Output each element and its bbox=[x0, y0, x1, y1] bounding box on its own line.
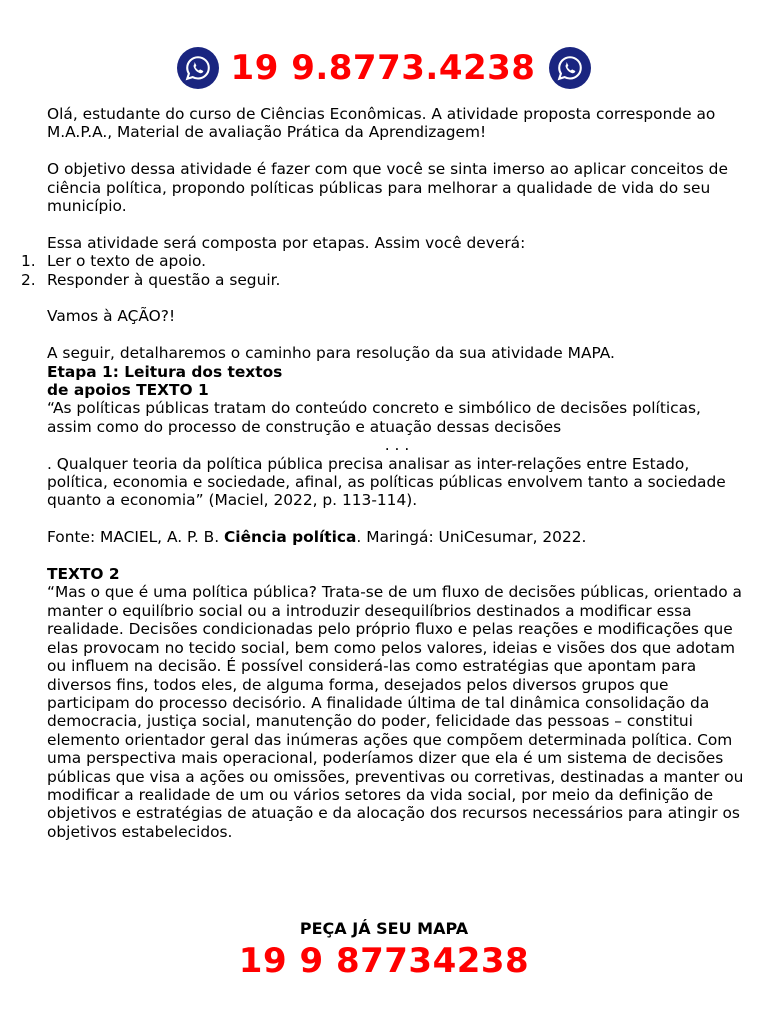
intro-paragraph-4: Vamos à AÇÃO?! bbox=[47, 307, 176, 326]
texto2-body: “Mas o que é uma política pública? Trata-se de um fluxo de decisões públicas, orientado a manter o equilíbrio social ou a introduzir desequilíbrios destinados a modificar essa realidade. Decisões condicionadas pelo próprio fluxo e pelas reações e modificações que elas provocam no tecido social, bem como pelos valores, ideias e visões dos que adotam ou influem na decisão. É possível considerá-las como estratégias que apontam para diversos fins, todos eles, de alguma forma, desejados pelos diversos grupos que participam do processo decisório. A finalidade última de tal dinâmica consolidação da democracia, justiça social, manutenção do poder, felicidade das pessoas – constitui elemento orientador geral das inúmeras ações que compõem determinada política. Com uma perspectiva mais operacional, poderíamos dizer que ela é um sistema de decisões públicas que visa a ações ou omissões, preventivas ou corretivas, destinadas a manter ou modificar a realidade de um ou vários setores da vida social, por meio da definição de objetivos e estratégias de atuação e da alocação dos recursos necessários para atingir os objetivos estabelecidos. bbox=[47, 583, 744, 841]
list-item bbox=[21, 270, 747, 289]
source-title: Ciência política bbox=[224, 528, 357, 547]
intro-paragraph-3: Essa atividade será composta por etapas. Assim você deverá: bbox=[47, 233, 526, 252]
header-phone-number: 19 9.8773.4238 bbox=[230, 48, 536, 88]
whatsapp-icon bbox=[177, 47, 219, 89]
document-body bbox=[21, 105, 747, 841]
list-item-text: Ler o texto de apoio. bbox=[47, 252, 207, 271]
steps-list bbox=[21, 252, 747, 289]
list-item-number: 2. bbox=[21, 270, 36, 289]
etapa1-heading-line2: de apoios TEXTO 1 bbox=[47, 381, 209, 400]
etapa1-heading-line1: Etapa 1: Leitura dos textos bbox=[47, 362, 283, 381]
texto1-source bbox=[47, 528, 747, 546]
intro-paragraph-2: O objetivo dessa atividade é fazer com que você se sinta imerso ao aplicar conceitos de ciência política, propondo políticas públicas para melhorar a qualidade de vida do seu município. bbox=[47, 160, 728, 216]
texto1-quote-part2: . Qualquer teoria da política pública precisa analisar as inter-relações entre Estado, política, economia e sociedade, afinal, as políticas públicas envolvem tanto a sociedade quanto a economia” (Maciel, 2022, p. 113-114). bbox=[47, 454, 726, 510]
list-item-text: Responder à questão a seguir. bbox=[47, 270, 281, 289]
list-item-number: 1. bbox=[21, 252, 36, 271]
source-suffix: . Maringá: UniCesumar, 2022. bbox=[356, 528, 587, 547]
texto1-ellipsis: . . . bbox=[384, 436, 410, 455]
footer-phone-number: 19 9 87734238 bbox=[238, 941, 530, 981]
header bbox=[0, 40, 768, 96]
whatsapp-icon bbox=[549, 47, 591, 89]
texto2-heading: TEXTO 2 bbox=[47, 565, 120, 584]
source-prefix: Fonte: MACIEL, A. P. B. bbox=[47, 528, 225, 547]
whatsapp-glyph bbox=[183, 53, 213, 83]
list-item bbox=[21, 252, 747, 271]
footer-title: PEÇA JÁ SEU MAPA bbox=[299, 919, 469, 938]
intro-paragraph-5: A seguir, detalharemos o caminho para resolução da sua atividade MAPA. bbox=[47, 344, 615, 363]
texto1-quote-part1: “As políticas públicas tratam do conteúdo concreto e simbólico de decisões políticas, assim como do processo de construção e atuação dessas decisões bbox=[47, 399, 701, 436]
whatsapp-glyph bbox=[555, 53, 585, 83]
intro-paragraph-1: Olá, estudante do curso de Ciências Econômicas. A atividade proposta corresponde ao M.A.P.A., Material de avaliação Prática da Aprendizagem! bbox=[47, 105, 716, 142]
